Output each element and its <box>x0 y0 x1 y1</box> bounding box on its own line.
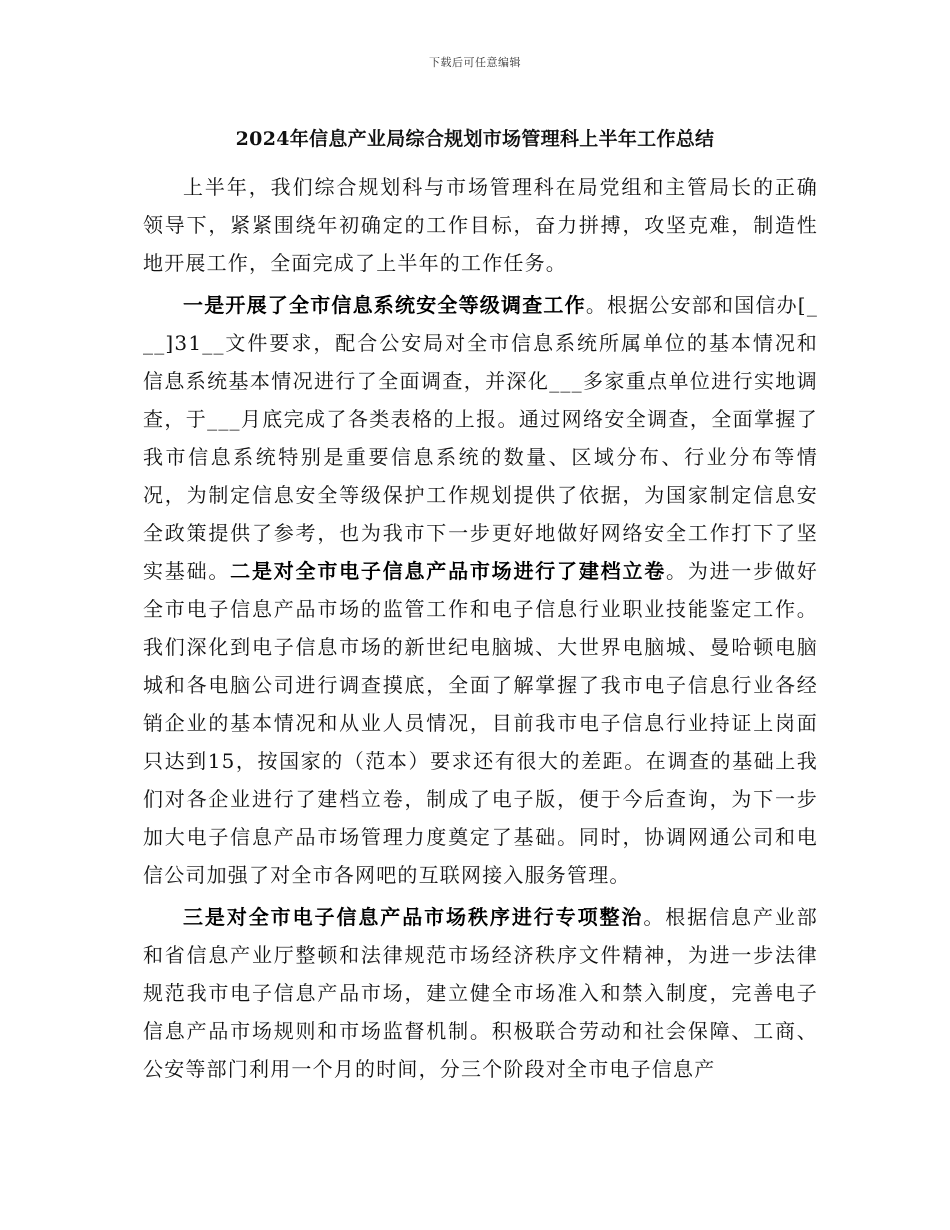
heading-item-2: 二是对全市电子信息产品市场进行了建档立卷 <box>230 559 667 583</box>
text-item-3: 。根据信息产业部和省信息产业厅整顿和法律规范市场经济秩序文件精神，为进一步法律规范我市电子信息产品市场，建立健全市场准入和禁入制度，完善电子信息产品市场规则和市场监督机制。积极联合劳动和社会保障、工商、公安等部门利用一个月的时间，分三个阶段对全市电子信息产 <box>143 905 818 1081</box>
document-body <box>143 168 818 1092</box>
text-item-1: 。根据公安部和国信办[___]31__文件要求，配合公安局对全市信息系统所属单位的基本情况和信息系统基本情况进行了全面调查，并深化___多家重点单位进行实地调查，于___月底完成了各类表格的上报。通过网络安全调查，全面掌握了我市信息系统特别是重要信息系统的数量、区域分布、行业分布等情况，为制定信息安全等级保护工作规划提供了依据，为国家制定信息安全政策提供了参考，也为我市下一步更好地做好网络安全工作打下了坚实基础。 <box>143 293 819 583</box>
header-note: 下载后可任意编辑 <box>429 56 521 69</box>
paragraph-item-1-2 <box>143 286 818 894</box>
paragraph-item-3 <box>143 898 818 1088</box>
heading-item-3: 三是对全市电子信息产品市场秩序进行专项整治 <box>183 905 644 929</box>
heading-item-1: 一是开展了全市信息系统安全等级调查工作 <box>183 293 586 317</box>
text-item-2: 。为进一步做好全市电子信息产品市场的监管工作和电子信息行业职业技能鉴定工作。我们深化到电子信息市场的新世纪电脑城、大世界电脑城、曼哈顿电脑城和各电脑公司进行调查摸底，全面了解掌握了我市电子信息行业各经销企业的基本情况和从业人员情况，目前我市电子信息行业持证上岗面只达到15，按国家的（范本）要求还有很大的差距。在调查的基础上我们对各企业进行了建档立卷，制成了电子版，便于今后查询，为下一步加大电子信息产品市场管理力度奠定了基础。同时，协调网通公司和电信公司加强了对全市各网吧的互联网接入服务管理。 <box>143 559 818 887</box>
document-title: 2024年信息产业局综合规划市场管理科上半年工作总结 <box>235 128 715 150</box>
paragraph-intro: 上半年，我们综合规划科与市场管理科在局党组和主管局长的正确领导下，紧紧围绕年初确定的工作目标，奋力拼搏，攻坚克难，制造性地开展工作，全面完成了上半年的工作任务。 <box>143 175 818 275</box>
